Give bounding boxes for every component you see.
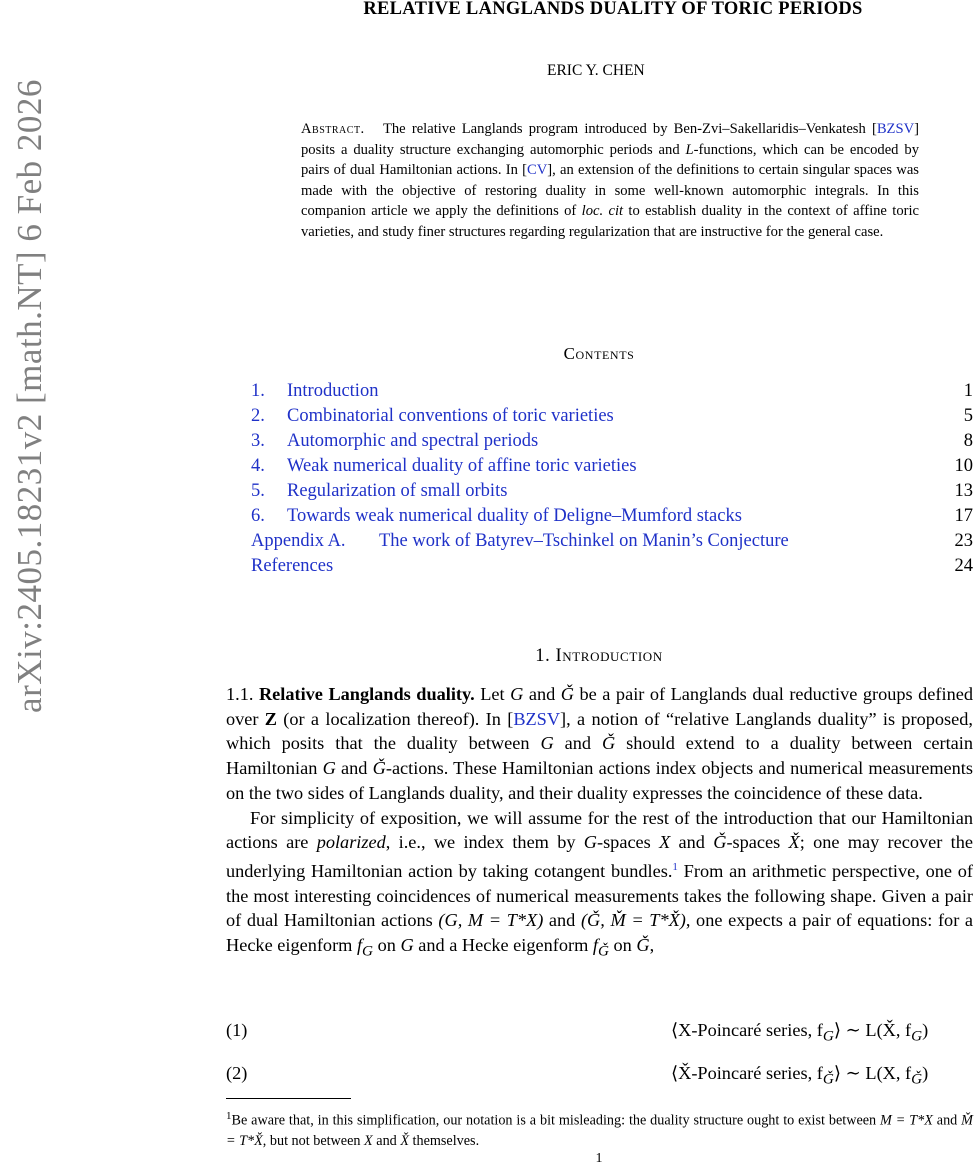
toc-entry[interactable]: References 24 bbox=[251, 556, 973, 576]
contents-heading: Contents bbox=[563, 344, 635, 363]
toc-entry[interactable]: 4. Weak numerical duality of affine toric varieties 10 bbox=[251, 456, 973, 476]
paragraph: For simplicity of exposition, we will assume for the rest of the introduction that our Hamiltonian actions are polarized, i.e., we index them by G-spaces X and Ǧ-spaces X̌; one may recover the underlying Hamiltonian action by taking cotangent bundles.$^1$ From an arithmetic perspective, one of the most interesting coincidences of numerical measurements takes the following shape. Given a pair of dual Hamiltonian actions (G, M = T*X) and (Ǧ, M̌ = T*X̌), one expects a pair of equations: for a Hecke eigenform $f_G$ on G and a Hecke eigenform $f_Ǧ$ on Ǧ, bbox=[226, 807, 974, 960]
abstract-heading: Abstract. bbox=[301, 121, 365, 137]
citation-link[interactable]: BZSV bbox=[513, 708, 561, 729]
toc-entry[interactable]: 1. Introduction 1 bbox=[251, 381, 973, 401]
section-heading: 1. Introduction bbox=[535, 646, 663, 666]
equation-number: (2) bbox=[226, 1063, 248, 1083]
toc-entry[interactable]: 6. Towards weak numerical duality of Deligne–Mumford stacks 17 bbox=[251, 506, 973, 526]
author-name: ERIC Y. CHEN bbox=[547, 62, 645, 79]
equation-body: ⟨X̌-Poincaré series, $f_Ǧ⟩$ ∼ L(X, $f_Ǧ$) bbox=[671, 1063, 929, 1088]
body-text bbox=[226, 682, 973, 964]
subsection-title: Relative Langlands duality. bbox=[258, 684, 475, 704]
citation-link[interactable]: BZSV bbox=[876, 121, 915, 137]
equation-body: ⟨X-Poincaré series, $f_G⟩$ ∼ L(X̌, $f_G$) bbox=[671, 1020, 929, 1045]
citation-link[interactable]: CV bbox=[526, 162, 548, 179]
toc-entry[interactable]: 3. Automorphic and spectral periods 8 bbox=[251, 431, 973, 451]
arxiv-side-stamp bbox=[0, 0, 60, 740]
footnote-marker[interactable]: 1 bbox=[672, 860, 678, 873]
toc-entry[interactable]: 5. Regularization of small orbits 13 bbox=[251, 481, 973, 501]
toc-entry[interactable]: 2. Combinatorial conventions of toric varieties 5 bbox=[251, 406, 973, 426]
paper-title: RELATIVE LANGLANDS DUALITY OF TORIC PERIODS bbox=[363, 0, 863, 19]
equation-number: (1) bbox=[226, 1020, 248, 1040]
equation-2 bbox=[226, 1060, 973, 1086]
footnote: $^1$Be aware that, in this simplification, our notation is a bit misleading: the duality structure ought to exist between M = T*X and M̌ = T*X̌, but not between X and X̌ themselves. bbox=[226, 1110, 973, 1149]
toc-entry[interactable]: Appendix A. The work of Batyrev–Tschinkel on Manin’s Conjecture 23 bbox=[251, 531, 973, 551]
arxiv-identifier: arXiv:2405.18231v2 [math.NT] 6 Feb 2026 bbox=[10, 79, 49, 713]
abstract: Abstract. The relative Langlands program introduced by Ben-Zvi–Sakellaridis–Venkatesh [BZSV] posits a duality structure exchanging automorphic periods and L-functions, which can be encoded by pairs of dual Hamiltonian actions. In [CV], an extension of the definitions to certain singular spaces was made with the objective of restoring duality in some well-known automorphic integrals. In this companion article we apply the definitions of loc. cit to establish duality in the context of affine toric varieties, and study finer structures regarding regularization that are instructive for the general case. bbox=[301, 121, 920, 240]
footnote-rule bbox=[226, 1098, 351, 1099]
equation-1 bbox=[226, 1017, 973, 1043]
page-number: 1 bbox=[595, 1151, 603, 1166]
paragraph: 1.1. Relative Langlands duality. Let G and Ǧ be a pair of Langlands dual reductive groups defined over Z (or a localization thereof). In [BZSV], a notion of “relative Langlands duality” is proposed, which posits that the duality between G and Ǧ should extend to a duality between certain Hamiltonian G and Ǧ-actions. These Hamiltonian actions index objects and numerical measurements on the two sides of Langlands duality, and their duality expresses the coincidence of these data. bbox=[226, 684, 973, 803]
